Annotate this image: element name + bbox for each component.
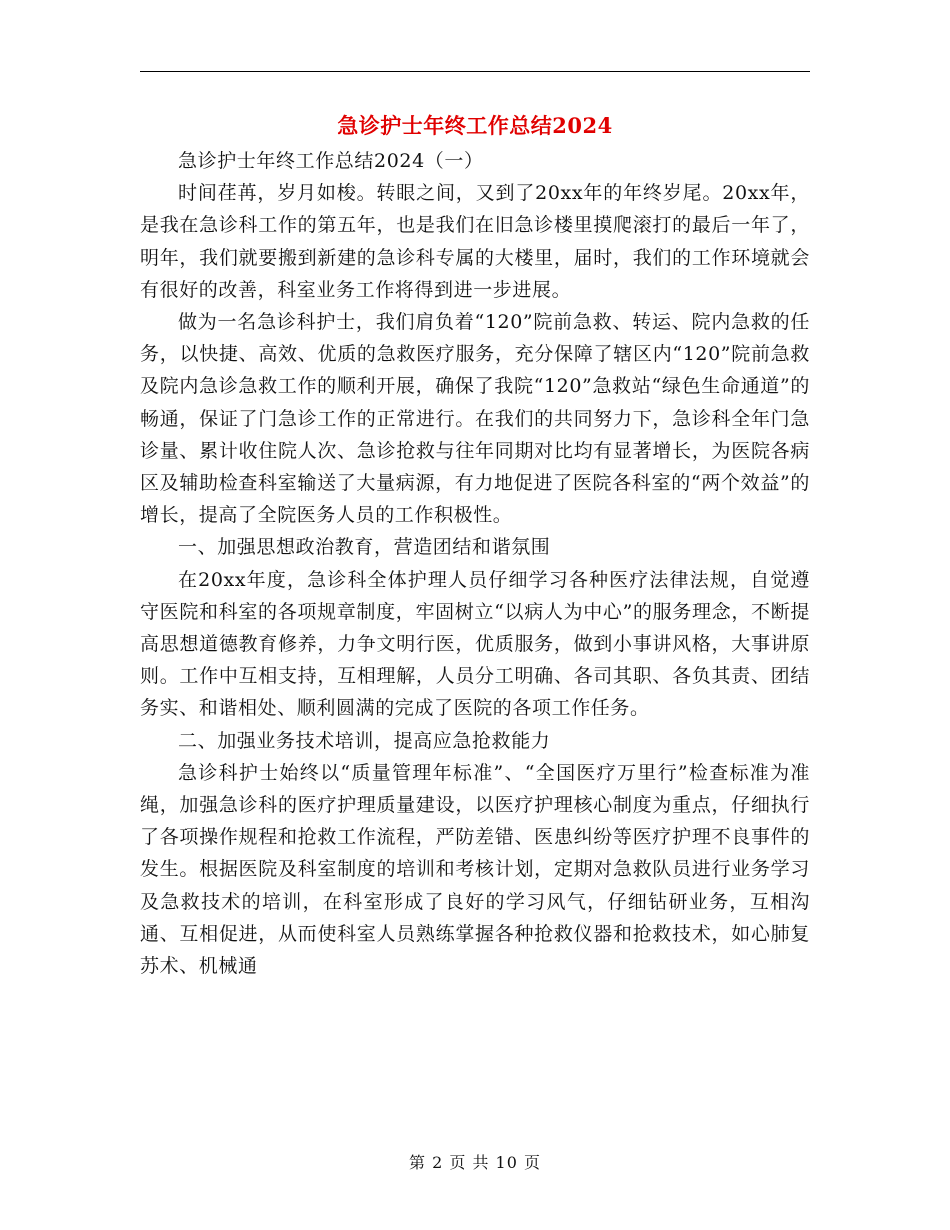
header-rule [140,71,810,72]
paragraph-4: 急诊科护士始终以“质量管理年标准”、“全国医疗万里行”检查标准为准绳，加强急诊科的医疗护理质量建设，以医疗护理核心制度为重点，仔细执行了各项操作规程和抢救工作流程，严防差错、医患纠纷等医疗护理不良事件的发生。根据医院及科室制度的培训和考核计划，定期对急救队员进行业务学习及急救技术的培训，在科室形成了良好的学习风气，仔细钻研业务，互相沟通、互相促进，从而使科室人员熟练掌握各种抢救仪器和抢救技术，如心肺复苏术、机械通 [140,761,810,978]
paragraph-3: 在20xx年度，急诊科全体护理人员仔细学习各种医疗法律法规，自觉遵守医院和科室的各项规章制度，牢固树立“以病人为中心”的服务理念，不断提高思想道德教育修养，力争文明行医，优质服务，做到小事讲风格，大事讲原则。工作中互相支持，互相理解，人员分工明确、各司其职、各负其责、团结务实、和谐相处、顺利圆满的完成了医院的各项工作任务。 [140,568,810,720]
section-heading-3: 二、加强业务技术培训，提高应急抢救能力 [178,729,551,752]
page-number-footer: 第 2 页 共 10 页 [409,1153,541,1172]
document-body [140,145,810,982]
section-heading-2: 一、加强思想政治教育，营造团结和谐氛围 [178,536,551,559]
paragraph-1: 时间荏苒，岁月如梭。转眼之间，又到了20xx年的年终岁尾。20xx年，是我在急诊科工作的第五年，也是我们在旧急诊楼里摸爬滚打的最后一年了，明年，我们就要搬到新建的急诊科专属的大楼里，届时，我们的工作环境就会有很好的改善，科室业务工作将得到进一步进展。 [140,182,810,301]
section-heading-1: 急诊护士年终工作总结2024（一） [178,150,484,172]
paragraph-2: 做为一名急诊科护士，我们肩负着“120”院前急救、转运、院内急救的任务，以快捷、高效、优质的急救医疗服务，充分保障了辖区内“120”院前急救及院内急诊急救工作的顺利开展，确保了我院“120”急救站“绿色生命通道”的畅通，保证了门急诊工作的正常进行。在我们的共同努力下，急诊科全年门急诊量、累计收住院人次、急诊抢救与往年同期对比均有显著增长，为医院各病区及辅助检查科室输送了大量病源，有力地促进了医院各科室的“两个效益”的增长，提高了全院医务人员的工作积极性。 [140,311,810,527]
document-title: 急诊护士年终工作总结2024 [337,113,613,138]
